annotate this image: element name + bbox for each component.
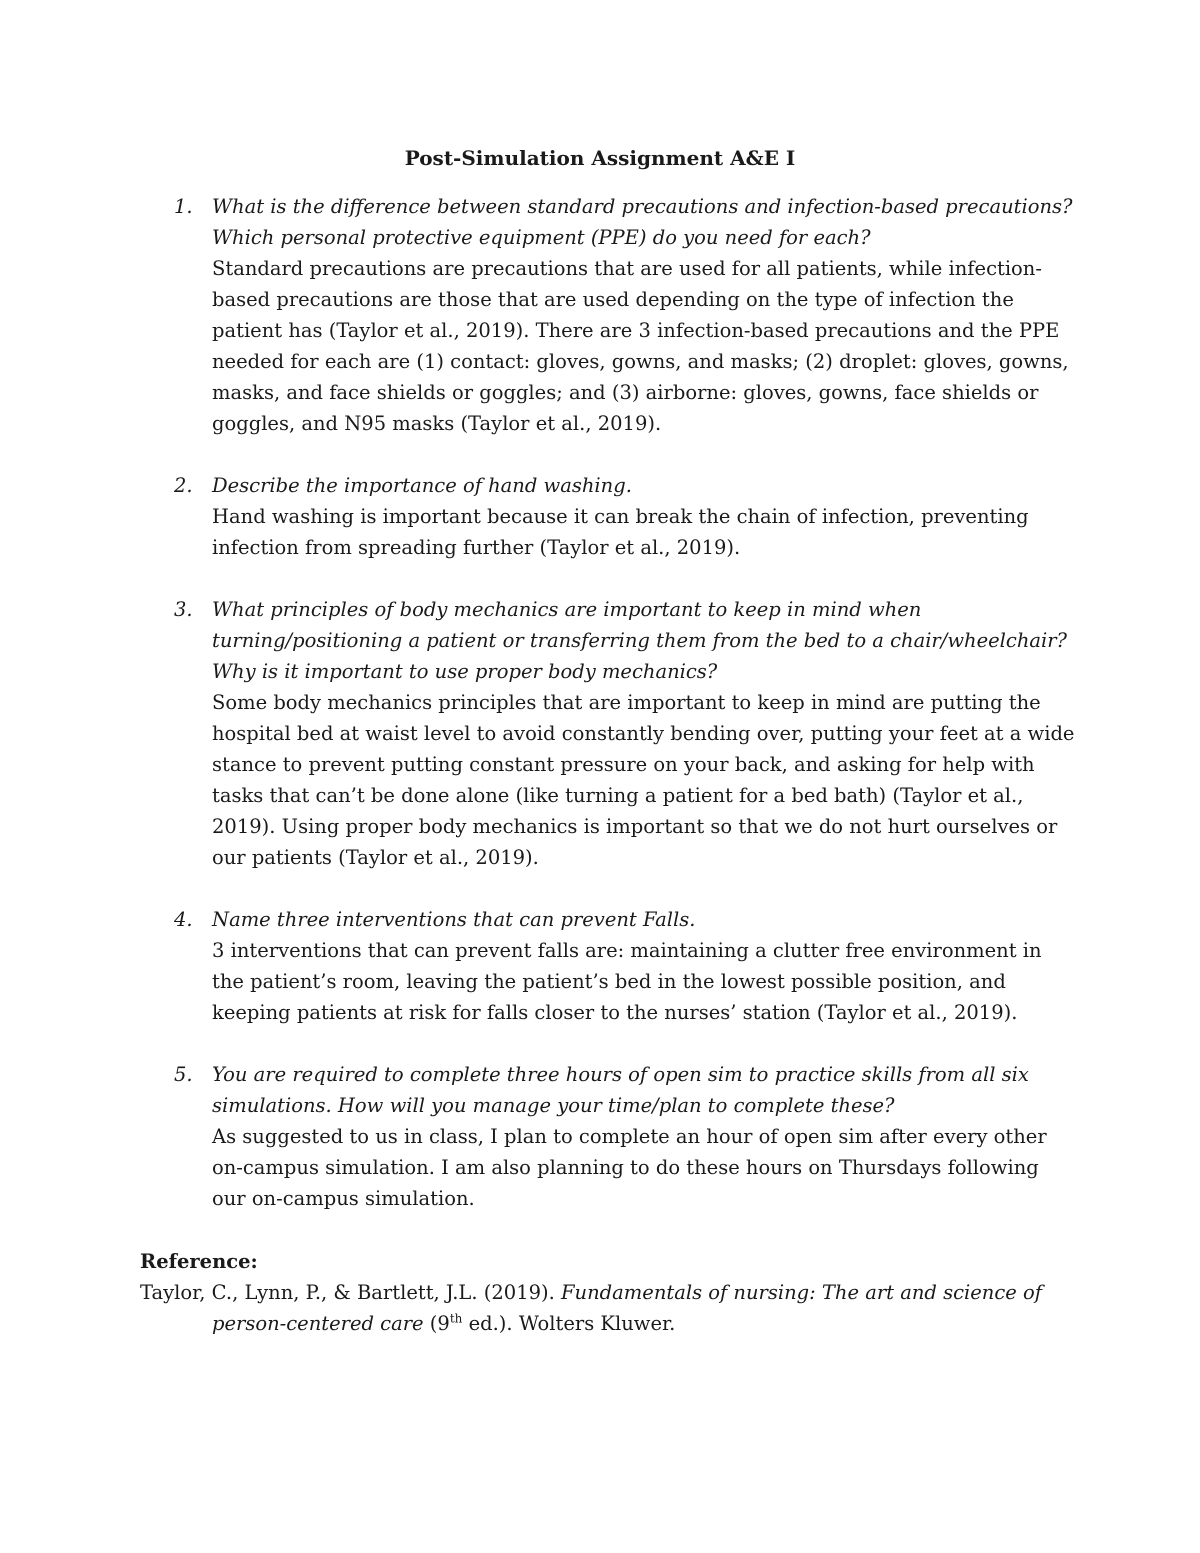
citation-publisher: Wolters Kluwer. [518, 1312, 676, 1335]
answer-text: 3 interventions that can prevent falls are: maintaining a clutter free environment in the patient’s room, leaving the patient’s bed in the lowest possible position, and keeping patients at risk for falls closer to the nurses’ station (Taylor et al., 2019). [212, 939, 1042, 1024]
question-text: Describe the importance of hand washing. [212, 474, 632, 497]
question-item [140, 470, 1075, 563]
question-item [140, 1059, 1075, 1214]
page-title: Post-Simulation Assignment A&E I [404, 146, 796, 170]
question-item [140, 191, 1075, 439]
question-number: 1. [174, 195, 193, 218]
reference-heading: Reference: [140, 1250, 258, 1273]
citation-edition-sup: th [449, 1311, 463, 1326]
question-text: What principles of body mechanics are important to keep in mind when turning/positioning a patient or transferring them from the bed to a chair/wheelchair? Why is it important to use proper body mechanics? [212, 598, 1068, 683]
citation-edition-close: ed.). [468, 1312, 513, 1335]
reference-citation [140, 1277, 1075, 1339]
question-text: Name three interventions that can prevent Falls. [212, 908, 696, 931]
answer-text: As suggested to us in class, I plan to complete an hour of open sim after every other on-campus simulation. I am also planning to do these hours on Thursdays following our on-campus simulation. [212, 1125, 1047, 1210]
reference-section [140, 1246, 1075, 1339]
question-number: 5. [174, 1063, 193, 1086]
question-number: 2. [174, 474, 193, 497]
citation-edition-open: (9 [429, 1312, 450, 1335]
question-text: What is the difference between standard precautions and infection-based precautions? Which personal protective equipment (PPE) do you need for each? [212, 195, 1073, 249]
question-number: 3. [174, 598, 193, 621]
question-list [140, 191, 1075, 1214]
question-item [140, 594, 1075, 873]
question-number: 4. [174, 908, 193, 931]
question-text: You are required to complete three hours of open sim to practice skills from all six simulations. How will you manage your time/plan to complete these? [212, 1063, 1029, 1117]
answer-text: Some body mechanics principles that are important to keep in mind are putting the hospital bed at waist level to avoid constantly bending over, putting your feet at a wide stance to prevent putting constant pressure on your back, and asking for help with tasks that can’t be done alone (like turning a patient for a bed bath) (Taylor et al., 2019). Using proper body mechanics is important so that we do not hurt ourselves or our patients (Taylor et al., 2019). [212, 691, 1075, 869]
citation-authors: Taylor, C., Lynn, P., & Bartlett, J.L. (2019). [140, 1281, 555, 1304]
answer-text: Standard precautions are precautions that are used for all patients, while infection-based precautions are those that are used depending on the type of infection the patient has (Taylor et al., 2019). There are 3 infection-based precautions and the PPE needed for each are (1) contact: gloves, gowns, and masks; (2) droplet: gloves, gowns, masks, and face shields or goggles; and (3) airborne: gloves, gowns, face shields or goggles, and N95 masks (Taylor et al., 2019). [212, 257, 1069, 435]
answer-text: Hand washing is important because it can break the chain of infection, preventing infection from spreading further (Taylor et al., 2019). [212, 505, 1029, 559]
citation-book-title: Fundamentals of nursing: The art and science of person-centered care [212, 1281, 1042, 1335]
question-item [140, 904, 1075, 1028]
